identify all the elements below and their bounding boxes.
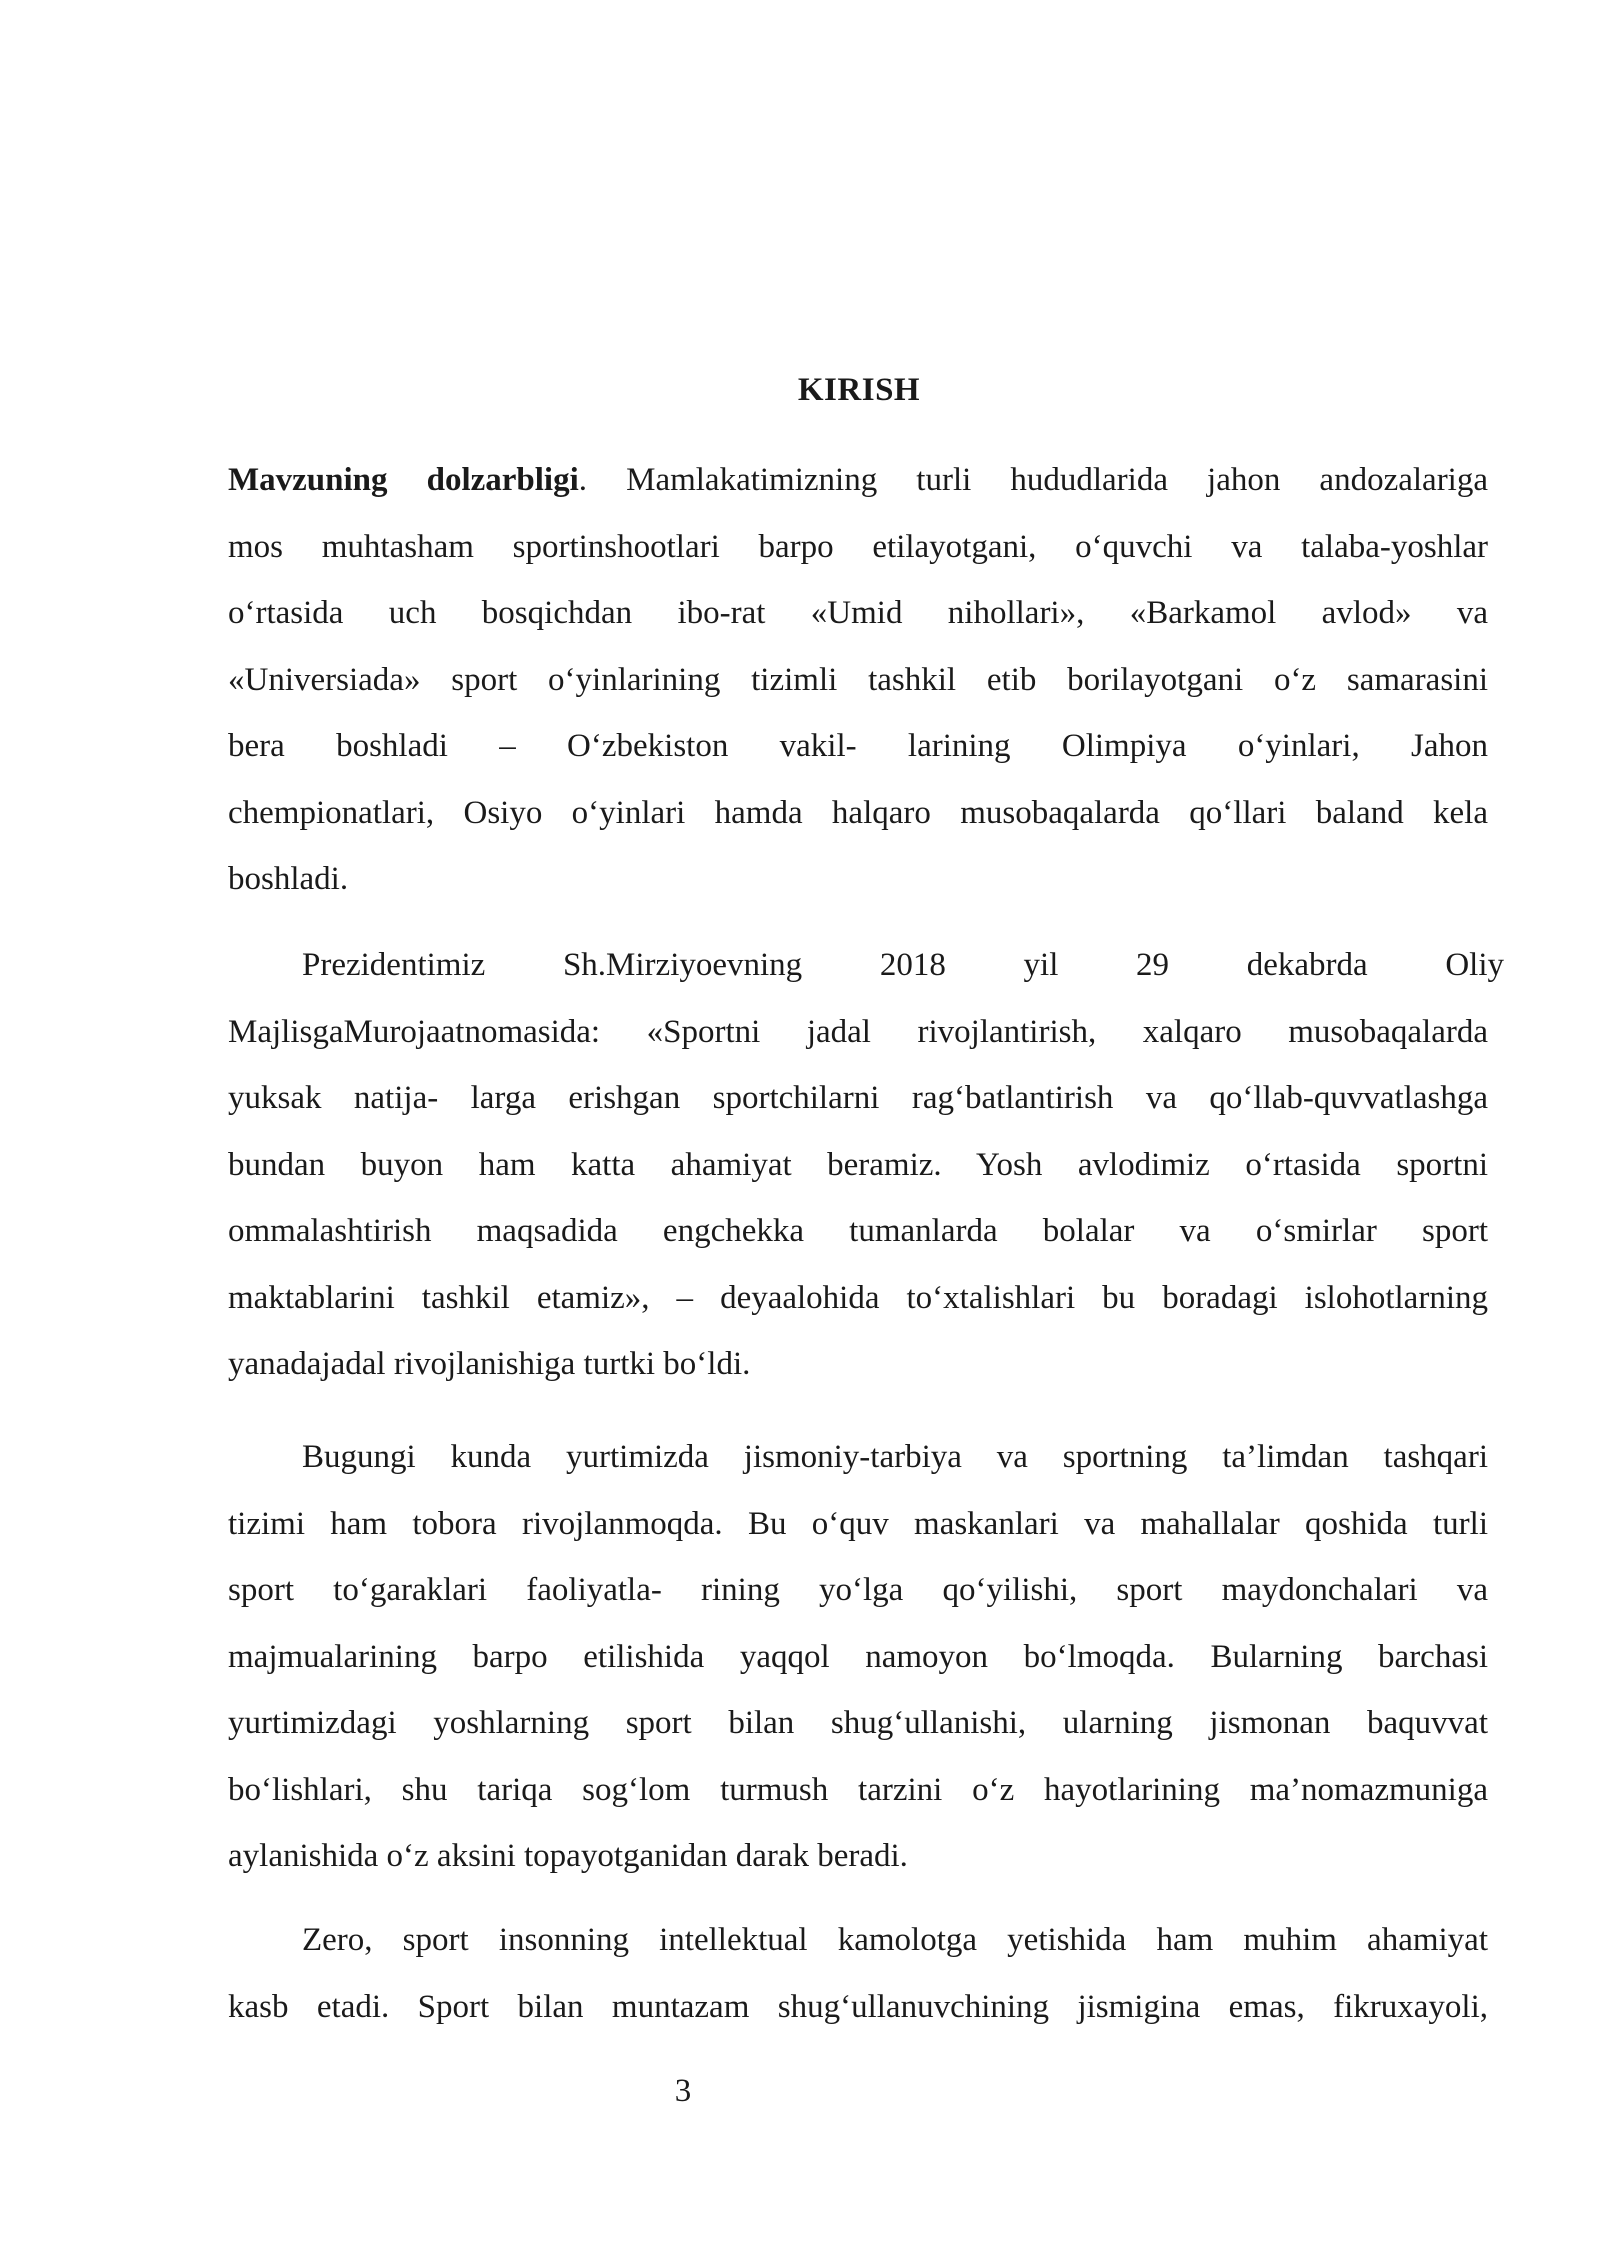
text-line: yanadajadal rivojlanishiga turtki bo‘ldi. [228,1346,751,1382]
paragraph-intellectual [228,1907,1488,2040]
text-line: majmualarining barpo etilishida yaqqol namoyon bo‘lmoqda. Bularning barchasi [228,1638,1488,1675]
text-line: mos muhtasham sportinshootlari barpo etilayotgani, o‘quvchi va talaba-yoshlar [228,528,1488,565]
page-title: KIRISH [797,372,921,408]
text-line: bera boshladi – O‘zbekiston vakil- larining Olimpiya o‘yinlari, Jahon [228,728,1488,764]
text-line: sport to‘garaklari faoliyatla- rining yo‘lga qo‘yilishi, sport maydonchalari va [228,1572,1488,1608]
text-line: tizimi ham tobora rivojlanmoqda. Bu o‘quv maskanlari va mahallalar qoshida turli [228,1505,1488,1542]
paragraph-sport-development [228,1424,1488,1890]
text-line: «Universiada» sport o‘yinlarining tizimli tashkil etib borilayotgani o‘z samarasini [228,661,1488,698]
text-line: Zero, sport insonning intellektual kamolotga yetishida ham muhim ahamiyat [302,1922,1488,1958]
paragraph-president-address [228,932,1504,1398]
lead-term: Mavzuning dolzarbligi [228,462,579,498]
text-line: yuksak natija- larga erishgan sportchilarni rag‘batlantirish va qo‘llab-quvvatlashga [228,1080,1488,1116]
text-line: o‘rtasida uch bosqichdan ibo-rat «Umid nihollari», «Barkamol avlod» va [228,595,1488,631]
text-line: chempionatlari, Osiyo o‘yinlari hamda halqaro musobaqalarda qo‘llari baland kela [228,794,1488,831]
text-line [228,447,1488,514]
page-number: 3 [674,2073,692,2109]
text-line-content: . Mamlakatimizning turli hududlarida jahon andozalariga [578,462,1488,498]
text-line: Prezidentimiz Sh.Mirziyoevning 2018 yil 29 dekabrda Oliy [302,947,1504,983]
text-line: kasb etadi. Sport bilan muntazam shug‘ullanuvchining jismigina emas, fikruxayoli, [228,1988,1488,2025]
paragraph-relevance [228,447,1488,913]
text-line: maktablarini tashkil etamiz», – deyaalohida to‘xtalishlari bu boradagi islohotlarning [228,1279,1488,1316]
text-line: ommalashtirish maqsadida engchekka tumanlarda bolalar va o‘smirlar sport [228,1213,1488,1249]
text-line: yurtimizdagi yoshlarning sport bilan shug‘ullanishi, ularning jismonan baquvvat [228,1705,1488,1741]
text-line: bundan buyon ham katta ahamiyat beramiz. Yosh avlodimiz o‘rtasida sportni [228,1146,1488,1183]
text-line: bo‘lishlari, shu tariqa sog‘lom turmush tarzini o‘z hayotlarining ma’nomazmuniga [228,1771,1488,1808]
text-line: Bugungi kunda yurtimizda jismoniy-tarbiya va sportning ta’limdan tashqari [302,1439,1488,1475]
text-line: aylanishida o‘z aksini topayotganidan darak beradi. [228,1838,908,1874]
text-line: boshladi. [228,861,349,897]
text-line: MajlisgaMurojaatnomasida: «Sportni jadal rivojlantirish, xalqaro musobaqalarda [228,1013,1488,1050]
